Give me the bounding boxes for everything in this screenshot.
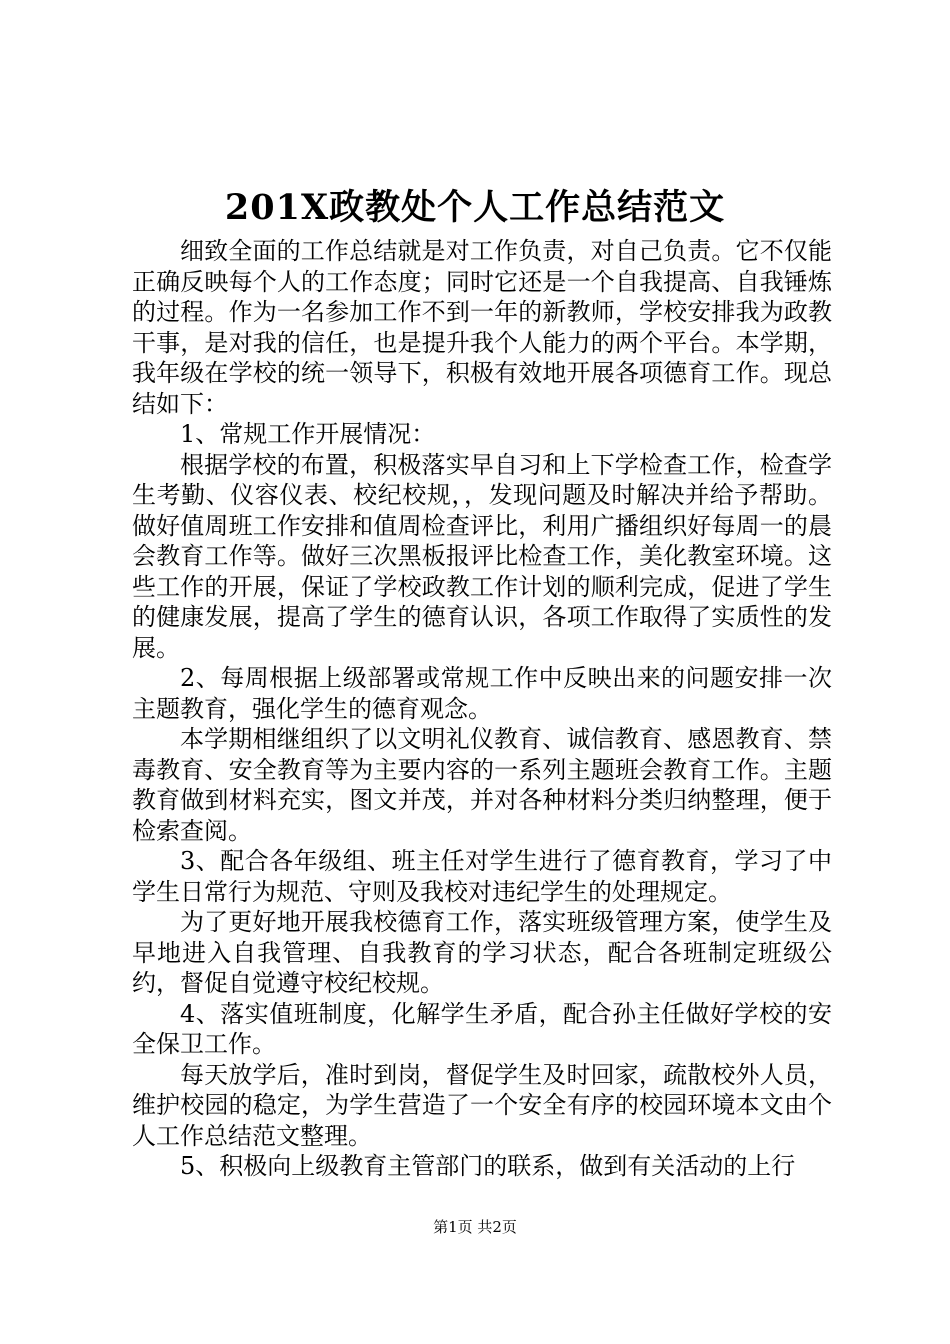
page-number-footer: 第1页 共2页 <box>433 1218 517 1236</box>
paragraph-safety-duty: 每天放学后，准时到岗，督促学生及时回家，疏散校外人员，维护校园的稳定，为学生营造了一个安全有序的校园环境本文由个人工作总结范文整理。 <box>132 1060 832 1150</box>
paragraph-theme-education: 本学期相继组织了以文明礼仪教育、诚信教育、感恩教育、禁毒教育、安全教育等为主要内容的一系列主题班会教育工作。主题教育做到材料充实，图文并茂，并对各种材料分类归纳整理，便于检索查阅。 <box>132 725 832 845</box>
paragraph-heading-4: 4、落实值班制度，化解学生矛盾，配合孙主任做好学校的安全保卫工作。 <box>132 999 832 1058</box>
document-body <box>132 236 832 1182</box>
paragraph-class-management: 为了更好地开展我校德育工作，落实班级管理方案，使学生及早地进入自我管理、自我教育的学习状态，配合各班制定班级公约，督促自觉遵守校纪校规。 <box>132 908 832 997</box>
paragraph-heading-3: 3、配合各年级组、班主任对学生进行了德育教育，学习了中学生日常行为规范、守则及我校对违纪学生的处理规定。 <box>132 847 832 906</box>
paragraph-routine-work: 根据学校的布置，积极落实早自习和上下学检查工作，检查学生考勤、仪容仪表、校纪校规，，发现问题及时解决并给予帮助。做好值周班工作安排和值周检查评比，利用广播组织好每周一的晨会教育工作等。做好三次黑板报评比检查工作，美化教室环境。这些工作的开展，保证了学校政教工作计划的顺利完成，促进了学生的健康发展，提高了学生的德育认识，各项工作取得了实质性的发展。 <box>132 450 832 662</box>
paragraph-heading-1: 1、常规工作开展情况： <box>180 420 436 448</box>
document-title: 201X政教处个人工作总结范文 <box>224 187 726 228</box>
paragraph-heading-5: 5、积极向上级教育主管部门的联系，做到有关活动的上行 <box>180 1152 796 1180</box>
paragraph-heading-2: 2、每周根据上级部署或常规工作中反映出来的问题安排一次主题教育，强化学生的德育观念。 <box>132 664 832 723</box>
paragraph-intro: 细致全面的工作总结就是对工作负责，对自己负责。它不仅能正确反映每个人的工作态度；同时它还是一个自我提高、自我锤炼的过程。作为一名参加工作不到一年的新教师，学校安排我为政教干事，是对我的信任，也是提升我个人能力的两个平台。本学期，我年级在学校的统一领导下，积极有效地开展各项德育工作。现总结如下： <box>132 237 832 418</box>
